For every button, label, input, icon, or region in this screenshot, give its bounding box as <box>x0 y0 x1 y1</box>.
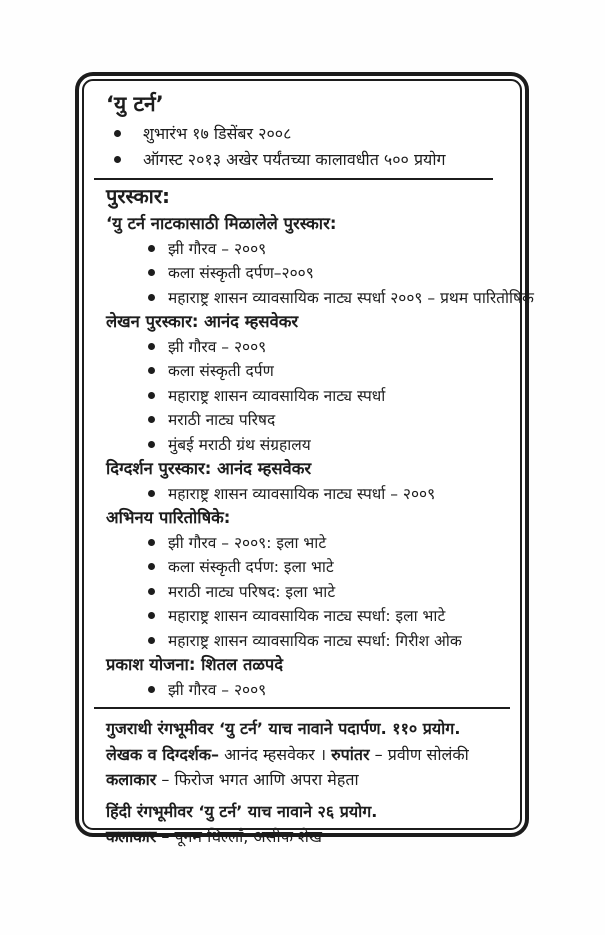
award-section <box>102 310 506 457</box>
hindi-debut-line: हिंदी रंगभूमीवर ‘यु टर्न’ याच नावाने २६ प्रयोग. <box>106 801 378 821</box>
list-item <box>102 555 506 580</box>
award-section <box>102 457 506 506</box>
list-item <box>102 629 506 654</box>
bullet-icon <box>148 588 155 595</box>
writer-director-value: आनंद म्हसवेकर <box>224 744 315 764</box>
list-item-text: कला संस्कृती दर्पण <box>168 362 274 380</box>
awards-heading: पुरस्कार: <box>106 184 171 208</box>
award-section-heading: ‘यु टर्न नाटकासाठी मिळालेले पुरस्कार: <box>106 214 337 233</box>
writer-director-line <box>106 742 506 768</box>
top-divider <box>94 178 493 180</box>
writer-director-label: लेखक व दिग्दर्शक– <box>106 744 220 764</box>
list-item-text: मराठी नाट्य परिषद <box>168 411 276 429</box>
bullet-icon <box>114 130 121 137</box>
bullet-icon <box>148 367 155 374</box>
award-section <box>102 212 534 310</box>
awards-sections <box>102 212 534 702</box>
list-item-text: कला संस्कृती दर्पण–२००९ <box>168 264 314 282</box>
award-section-heading: दिग्दर्शन पुरस्कार: आनंद म्हसवेकर <box>106 459 312 478</box>
list-item-text: महाराष्ट्र शासन व्यावसायिक नाट्य स्पर्धा: गिरीश ओक <box>168 631 462 650</box>
bullet-icon <box>148 686 155 693</box>
cast-label: कलाकार <box>106 827 157 846</box>
bullet-icon <box>114 156 121 163</box>
list-item <box>102 237 506 262</box>
gujarati-debut-line: गुजराथी रंगभूमीवर ‘यु टर्न’ याच नावाने पदार्पण. ११० प्रयोग. <box>106 719 461 738</box>
list-item <box>102 482 506 507</box>
gujarati-cast-line <box>106 767 506 793</box>
bullet-icon <box>148 563 155 570</box>
list-item-text: झी गौरव – २००९ <box>168 337 267 356</box>
list-item-text: महाराष्ट्र शासन व्यावसायिक नाट्य स्पर्धा <box>168 386 386 405</box>
list-item-text: शुभारंभ १७ डिसेंबर २००८ <box>143 124 292 143</box>
bottom-divider <box>94 707 510 709</box>
cast-value: – पूनम धिल्लाँ, असीफ शेख <box>161 827 323 846</box>
award-section-heading: प्रकाश योजना: शितल तळपदे <box>106 655 284 674</box>
cast-label: कलाकार <box>106 770 157 789</box>
award-list <box>102 237 534 311</box>
bullet-icon <box>148 245 155 252</box>
award-section <box>102 506 506 653</box>
list-item <box>102 261 506 286</box>
award-list <box>102 678 506 703</box>
list-item-text: महाराष्ट्र शासन व्यावसायिक नाट्य स्पर्धा २००९ – प्रथम पारितोषिक <box>168 288 534 307</box>
list-item-text: झी गौरव – २००९: इला भाटे <box>168 533 327 552</box>
list-item-text: ऑगस्ट २०१३ अखेर पर्यंतच्या कालावधीत ५०० प्रयोग <box>143 149 446 169</box>
bullet-icon <box>148 392 155 399</box>
list-item <box>102 580 506 605</box>
outer-border-frame <box>75 72 534 846</box>
list-item <box>102 433 506 458</box>
bullet-icon <box>148 343 155 350</box>
list-item <box>102 286 534 311</box>
list-item-text: झी गौरव – २००९ <box>168 680 267 699</box>
bullet-icon <box>148 441 155 448</box>
adaptation-value: – प्रवीण सोलंकी <box>374 744 469 764</box>
cast-value: – फिरोज भगत आणि अपरा मेहता <box>161 770 359 789</box>
award-section <box>102 653 506 702</box>
bullet-icon <box>148 539 155 546</box>
list-item <box>102 147 506 173</box>
adaptation-label: रुपांतर <box>331 744 370 764</box>
bullet-icon <box>148 490 155 497</box>
footer-section <box>106 716 506 850</box>
list-item-text: मुंबई मराठी ग्रंथ संग्रहालय <box>168 435 311 454</box>
list-item <box>102 359 506 384</box>
award-section-heading: लेखन पुरस्कार: आनंद म्हसवेकर <box>106 312 299 331</box>
list-item <box>102 335 506 360</box>
list-item-text: झी गौरव – २००९ <box>168 239 267 258</box>
award-list <box>102 335 506 458</box>
list-item-text: महाराष्ट्र शासन व्यावसायिक नाट्य स्पर्धा – २००९ <box>168 484 436 503</box>
list-item <box>102 408 506 433</box>
intro-list <box>102 121 506 172</box>
list-item <box>102 121 506 147</box>
hindi-cast-line <box>106 824 506 850</box>
award-list <box>102 482 506 507</box>
list-item <box>102 604 506 629</box>
danda-separator: । <box>319 744 327 764</box>
bullet-icon <box>148 416 155 423</box>
list-item <box>102 531 506 556</box>
list-item <box>102 678 506 703</box>
bullet-icon <box>148 637 155 644</box>
list-item-text: महाराष्ट्र शासन व्यावसायिक नाट्य स्पर्धा: इला भाटे <box>168 607 446 625</box>
play-title: ‘यु टर्न’ <box>106 92 164 116</box>
bullet-icon <box>148 294 155 301</box>
list-item-text: कला संस्कृती दर्पण: इला भाटे <box>168 558 334 576</box>
bullet-icon <box>148 612 155 619</box>
bullet-icon <box>148 269 155 276</box>
award-list <box>102 531 506 654</box>
list-item <box>102 384 506 409</box>
inner-border-frame <box>82 79 534 846</box>
list-item-text: मराठी नाट्य परिषद: इला भाटे <box>168 582 336 601</box>
award-section-heading: अभिनय पारितोषिके: <box>106 508 231 527</box>
